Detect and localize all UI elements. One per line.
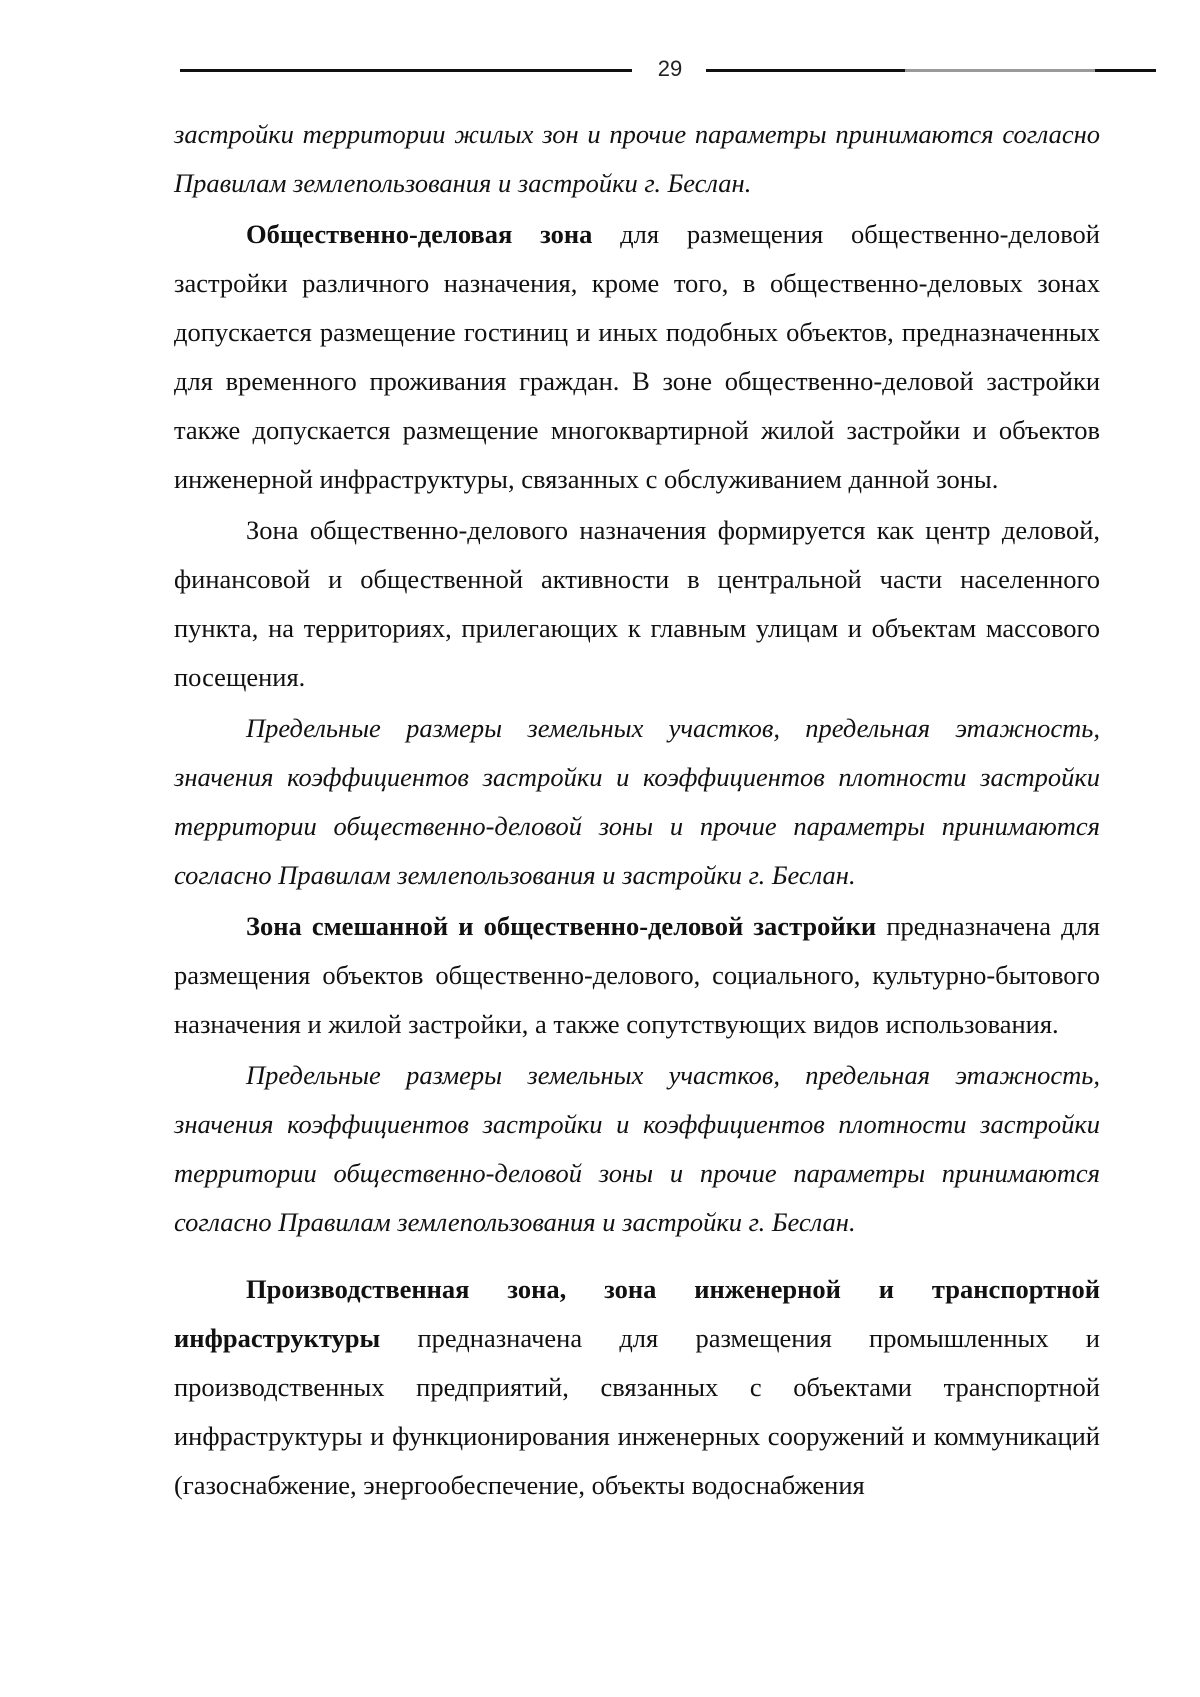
- paragraph-heading: Зона смешанной и общественно-деловой застройки: [246, 911, 877, 941]
- paragraph-text: Предельные размеры земельных участков, предельная этажность, значения коэффициентов застройки и коэффициентов плотности застройки территории общественно-деловой зоны и прочие параметры принимаются согласно Правилам землепользования и застройки г. Беслан.: [174, 713, 1100, 890]
- paragraph-public-business-zone: [174, 210, 1100, 504]
- paragraph-residential-params-continued: [174, 110, 1100, 208]
- paragraph-mixed-zone: [174, 902, 1100, 1049]
- header-rule-right-highlight: [905, 69, 1095, 72]
- header-rule-left: [180, 69, 632, 72]
- paragraph-text: для размещения общественно-деловой застройки различного назначения, кроме того, в общественно-деловых зонах допускается размещение гостиниц и иных подобных объектов, предназначенных для временного проживания граждан. В зоне общественно-деловой застройки также допускается размещение многоквартирной жилой застройки и объектов инженерной инфраструктуры, связанных с обслуживанием данной зоны.: [174, 219, 1100, 494]
- paragraph-text: застройки территории жилых зон и прочие параметры принимаются согласно Правилам землепользования и застройки г. Беслан.: [174, 119, 1100, 198]
- paragraph-text: предназначена для размещения объектов общественно-делового, социального, культурно-бытового назначения и жилой застройки, а также сопутствующих видов использования.: [174, 911, 1100, 1039]
- paragraph-public-business-params: [174, 704, 1100, 900]
- paragraph-text: Зона общественно-делового назначения формируется как центр деловой, финансовой и общественной активности в центральной части населенного пункта, на территориях, прилегающих к главным улицам и объектам массового посещения.: [174, 515, 1100, 692]
- page-header: [0, 52, 1200, 92]
- paragraph-mixed-zone-params: [174, 1051, 1100, 1247]
- paragraph-heading: Общественно-деловая зона: [246, 219, 593, 249]
- document-body: [174, 110, 1100, 1510]
- paragraph-heading: Производственная зона, зона инженерной и транспортной инфраструктуры: [174, 1274, 1100, 1353]
- paragraph-text: Предельные размеры земельных участков, предельная этажность, значения коэффициентов застройки и коэффициентов плотности застройки территории общественно-деловой зоны и прочие параметры принимаются согласно Правилам землепользования и застройки г. Беслан.: [174, 1060, 1100, 1237]
- page-number: 29: [657, 56, 683, 81]
- paragraph-industrial-zone: [174, 1265, 1100, 1510]
- paragraph-text: предназначена для размещения промышленных и производственных предприятий, связанных с объектами транспортной инфраструктуры и функционирования инженерных сооружений и коммуникаций (газоснабжение, энергообеспечение, объекты водоснабжения: [174, 1323, 1100, 1500]
- paragraph-public-business-formation: [174, 506, 1100, 702]
